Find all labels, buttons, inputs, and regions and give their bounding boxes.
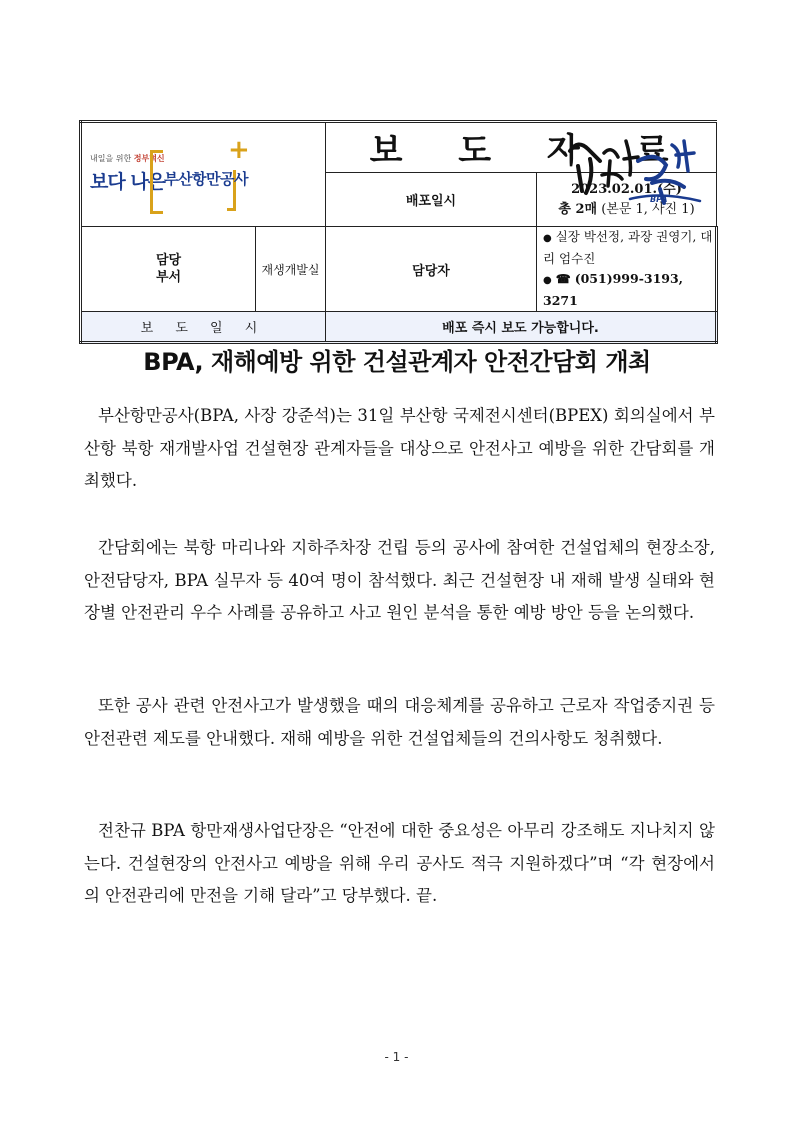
dept-label-line1: 담당 xyxy=(155,253,182,268)
dept-label xyxy=(81,227,256,312)
logo-org-name: 부산항만공사 xyxy=(164,170,248,188)
distribution-date: 2023.02.01.(수) xyxy=(571,181,682,197)
gov-innovation-logo xyxy=(81,122,326,227)
pages-total: 총 2매 xyxy=(558,201,598,217)
body-paragraph-2: 간담회에는 북항 마리나와 지하주차장 건립 등의 공사에 참여한 건설업체의 현장소장, 안전담당자, BPA 실무자 등 40여 명이 참석했다. 최근 건설현장 내 재해 발생 실태와 현장별 안전관리 우수 사례를 공유하고 사고 원인 분석을 통한 예방 방안 등을 논의했다. xyxy=(84,538,715,622)
contact-label: 담당자 xyxy=(326,227,537,312)
contact-phone: (051)999-3193, 3271 xyxy=(543,271,684,308)
release-time-label: 보 도 일 시 xyxy=(81,312,326,343)
press-release-title: 보 도 자 료 xyxy=(326,122,717,173)
emblem-brand: BPA xyxy=(650,195,668,204)
logo-bracket-icon xyxy=(150,150,163,214)
contact-names: 실장 박선정, 과장 권영기, 대리 엄수진 xyxy=(543,229,713,266)
body-paragraph-4: 전찬규 BPA 항만재생사업단장은 “안전에 대한 중요성은 아무리 강조해도 지나치지 않는다. 건설현장의 안전사고 예방을 위해 우리 공사도 적극 지원하겠다”며 “각 현장에서의 안전관리에 만전을 기해 달라”고 당부했다. 끝. xyxy=(84,821,715,905)
bullet-icon: ● xyxy=(543,233,552,244)
logo-slogan: 보다 나은 xyxy=(90,171,166,193)
bullet-icon: ● xyxy=(543,275,552,286)
page-number: - 1 - xyxy=(384,1050,409,1064)
body-paragraph-1: 부산항만공사(BPA, 사장 강준석)는 31일 부산항 국제전시센터(BPEX) 회의실에서 부산항 북항 재개발사업 건설현장 관계자들을 대상으로 안전사고 예방을 위한 간담회를 개최했다. xyxy=(84,406,715,490)
logo-tagline: 내일을 위한 xyxy=(90,154,132,163)
body-paragraph-3: 또한 공사 관련 안전사고가 발생했을 때의 대응체계를 공유하고 근로자 작업중지권 등 안전관련 제도를 안내했다. 재해 예방을 위한 건설업체들의 건의사항도 청취했다. xyxy=(84,696,715,748)
logo-tagline-highlight: 정부혁신 xyxy=(133,154,165,163)
contact-info xyxy=(537,227,717,312)
phone-icon: ☎ xyxy=(555,272,571,286)
headline: BPA, 재해예방 위한 건설관계자 안전간담회 개최 xyxy=(143,348,651,376)
release-time-value: 배포 즉시 보도 가능합니다. xyxy=(326,312,717,343)
dept-label-line2: 부서 xyxy=(155,270,182,285)
dept-value: 재생개발실 xyxy=(256,227,326,312)
pages-detail: (본문 1, 사진 1) xyxy=(601,201,695,217)
logo-plus-icon: + xyxy=(228,135,250,165)
busan-port-emblem xyxy=(540,123,712,223)
distribution-date-label: 배포일시 xyxy=(326,173,537,227)
calligraphy-emblem-icon xyxy=(560,131,710,216)
